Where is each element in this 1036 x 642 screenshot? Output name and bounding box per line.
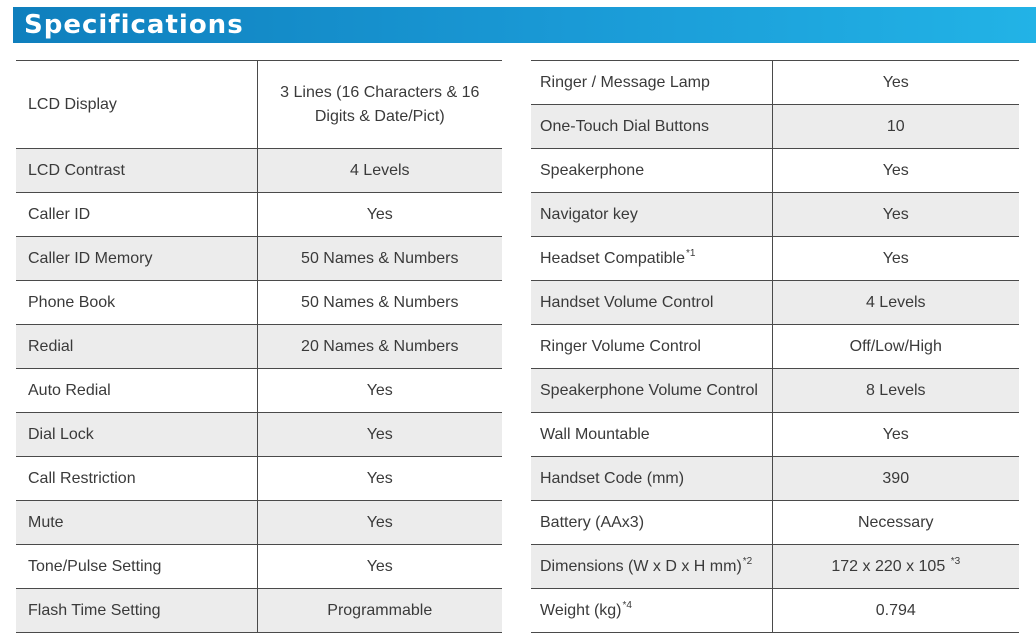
- spec-value: 3 Lines (16 Characters & 16 Digits & Date/Pict): [257, 61, 502, 149]
- spec-value: Yes: [257, 369, 502, 413]
- spec-label: Ringer Volume Control: [531, 325, 772, 369]
- table-row: [531, 149, 1019, 193]
- spec-label: Ringer / Message Lamp: [531, 61, 772, 105]
- spec-value: Programmable: [257, 589, 502, 633]
- spec-value: 390: [772, 457, 1019, 501]
- page-title: Specifications: [24, 10, 244, 40]
- spec-value-cell: [772, 545, 1019, 589]
- spec-label: Redial: [16, 325, 257, 369]
- spec-value: 0.794: [772, 589, 1019, 633]
- table-row: [531, 61, 1019, 105]
- spec-value: 50 Names & Numbers: [257, 281, 502, 325]
- spec-value: Yes: [257, 193, 502, 237]
- table-row: [16, 501, 502, 545]
- spec-value: 4 Levels: [257, 149, 502, 193]
- spec-value: Yes: [772, 61, 1019, 105]
- table-row: [16, 149, 502, 193]
- spec-label: Headset Compatible: [540, 249, 685, 267]
- table-row: [531, 457, 1019, 501]
- spec-label-cell: [531, 237, 772, 281]
- table-row: [531, 501, 1019, 545]
- spec-value: 50 Names & Numbers: [257, 237, 502, 281]
- spec-value: 4 Levels: [772, 281, 1019, 325]
- spec-value: 10: [772, 105, 1019, 149]
- table-row: [531, 325, 1019, 369]
- table-row: [16, 237, 502, 281]
- spec-value: 8 Levels: [772, 369, 1019, 413]
- spec-label: Caller ID: [16, 193, 257, 237]
- spec-label: Handset Code (mm): [531, 457, 772, 501]
- footnote-marker: *2: [742, 555, 753, 567]
- spec-label: Mute: [16, 501, 257, 545]
- table-row: [531, 193, 1019, 237]
- spec-label: One-Touch Dial Buttons: [531, 105, 772, 149]
- spec-table-right: [531, 60, 1019, 633]
- spec-value: 172 x 220 x 105: [831, 557, 946, 575]
- table-row: [531, 237, 1019, 281]
- spec-label: Speakerphone: [531, 149, 772, 193]
- spec-value: Yes: [257, 545, 502, 589]
- table-row: [16, 325, 502, 369]
- spec-value: 20 Names & Numbers: [257, 325, 502, 369]
- spec-label: LCD Display: [16, 61, 257, 149]
- table-row: [16, 589, 502, 633]
- footnote-marker: *4: [622, 599, 632, 611]
- table-row: [16, 457, 502, 501]
- table-row: [531, 369, 1019, 413]
- spec-value: Yes: [257, 413, 502, 457]
- spec-label: Tone/Pulse Setting: [16, 545, 257, 589]
- spec-label: Phone Book: [16, 281, 257, 325]
- specifications-banner: [13, 7, 1036, 43]
- spec-label: Speakerphone Volume Control: [531, 369, 772, 413]
- spec-value: Necessary: [772, 501, 1019, 545]
- table-row: [16, 61, 502, 149]
- footnote-marker: *3: [950, 555, 961, 567]
- spec-value: Yes: [772, 193, 1019, 237]
- spec-label: Dimensions (W x D x H mm): [540, 557, 742, 575]
- spec-label: Weight (kg): [540, 601, 622, 619]
- table-row: [16, 193, 502, 237]
- spec-value: Yes: [772, 237, 1019, 281]
- spec-label: Call Restriction: [16, 457, 257, 501]
- spec-value: Off/Low/High: [772, 325, 1019, 369]
- table-row: [531, 589, 1019, 633]
- spec-label: Handset Volume Control: [531, 281, 772, 325]
- table-row: [531, 105, 1019, 149]
- spec-value: Yes: [257, 457, 502, 501]
- table-row: [531, 281, 1019, 325]
- spec-label: Auto Redial: [16, 369, 257, 413]
- spec-label: LCD Contrast: [16, 149, 257, 193]
- spec-label: Dial Lock: [16, 413, 257, 457]
- spec-value: Yes: [772, 413, 1019, 457]
- spec-label: Wall Mountable: [531, 413, 772, 457]
- spec-table-left: [16, 60, 502, 633]
- spec-label: Navigator key: [531, 193, 772, 237]
- table-row: [16, 413, 502, 457]
- table-row: [16, 369, 502, 413]
- spec-label: Flash Time Setting: [16, 589, 257, 633]
- spec-value: Yes: [772, 149, 1019, 193]
- table-row: [16, 545, 502, 589]
- table-row: [531, 545, 1019, 589]
- spec-value: Yes: [257, 501, 502, 545]
- spec-label: Caller ID Memory: [16, 237, 257, 281]
- table-row: [531, 413, 1019, 457]
- spec-label-cell: [531, 589, 772, 633]
- spec-label-cell: [531, 545, 772, 589]
- footnote-marker: *1: [685, 247, 696, 259]
- spec-label: Battery (AAx3): [531, 501, 772, 545]
- table-row: [16, 281, 502, 325]
